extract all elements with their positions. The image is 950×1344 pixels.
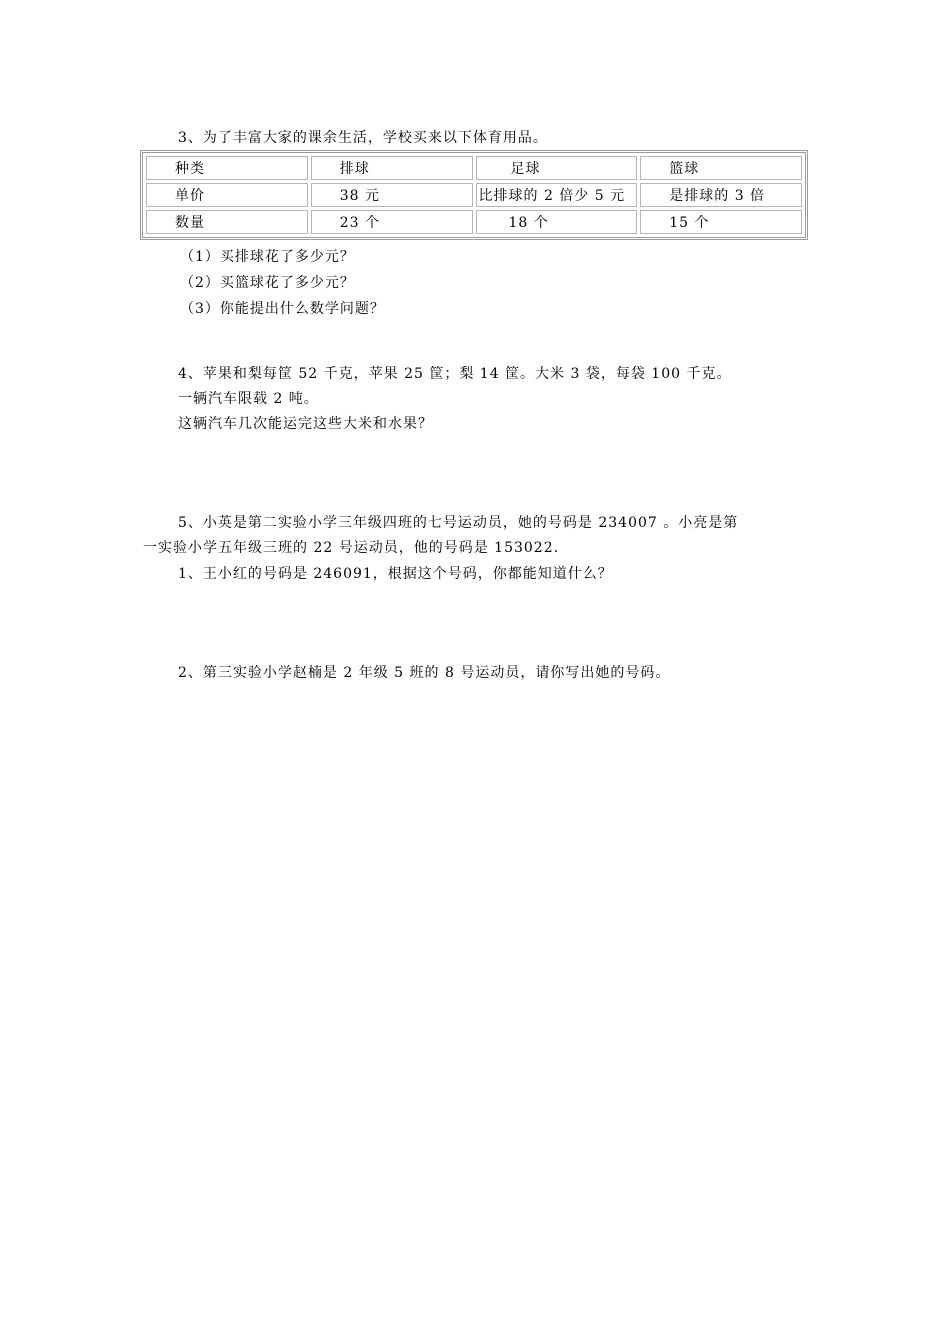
table-cell: 38 元 <box>311 183 473 207</box>
table-row <box>146 210 802 234</box>
q3-sub3: （3）你能提出什么数学问题？ <box>180 301 385 317</box>
q4-line3: 这辆汽车几次能运完这些大米和水果？ <box>178 416 433 432</box>
q5-sub1: 1、王小红的号码是 246091，根据这个号码，你都能知道什么？ <box>178 566 613 582</box>
sports-equipment-table <box>140 150 808 240</box>
table-cell: 排球 <box>311 156 473 180</box>
table-row <box>146 156 802 180</box>
table-cell: 篮球 <box>640 156 802 180</box>
q4-line2: 一辆汽车限载 2 吨。 <box>178 391 319 407</box>
q4-line1: 4、苹果和梨每筐 52 千克，苹果 25 筐；梨 14 筐。大米 3 袋，每袋 100 千克。 <box>178 366 732 382</box>
table-cell: 23 个 <box>311 210 473 234</box>
table-cell: 种类 <box>146 156 308 180</box>
table-cell: 比排球的 2 倍少 5 元 <box>476 183 638 207</box>
table-cell: 是排球的 3 倍 <box>640 183 802 207</box>
table-cell: 18 个 <box>476 210 638 234</box>
table-cell: 15 个 <box>640 210 802 234</box>
table-cell: 单价 <box>146 183 308 207</box>
q3-sub1: （1）买排球花了多少元？ <box>180 249 355 265</box>
q5-line2: 一实验小学五年级三班的 22 号运动员，他的号码是 153022. <box>143 540 560 556</box>
table-cell: 数量 <box>146 210 308 234</box>
q3-title: 3、为了丰富大家的课余生活，学校买来以下体育用品。 <box>178 130 548 146</box>
q5-sub2: 2、第三实验小学赵楠是 2 年级 5 班的 8 号运动员，请你写出她的号码。 <box>178 665 671 681</box>
table-cell: 足球 <box>476 156 638 180</box>
table-row <box>146 183 802 207</box>
q3-sub2: （2）买篮球花了多少元？ <box>180 275 355 291</box>
q5-line1: 5、小英是第二实验小学三年级四班的七号运动员，她的号码是 234007 。小亮是第 <box>178 515 739 531</box>
